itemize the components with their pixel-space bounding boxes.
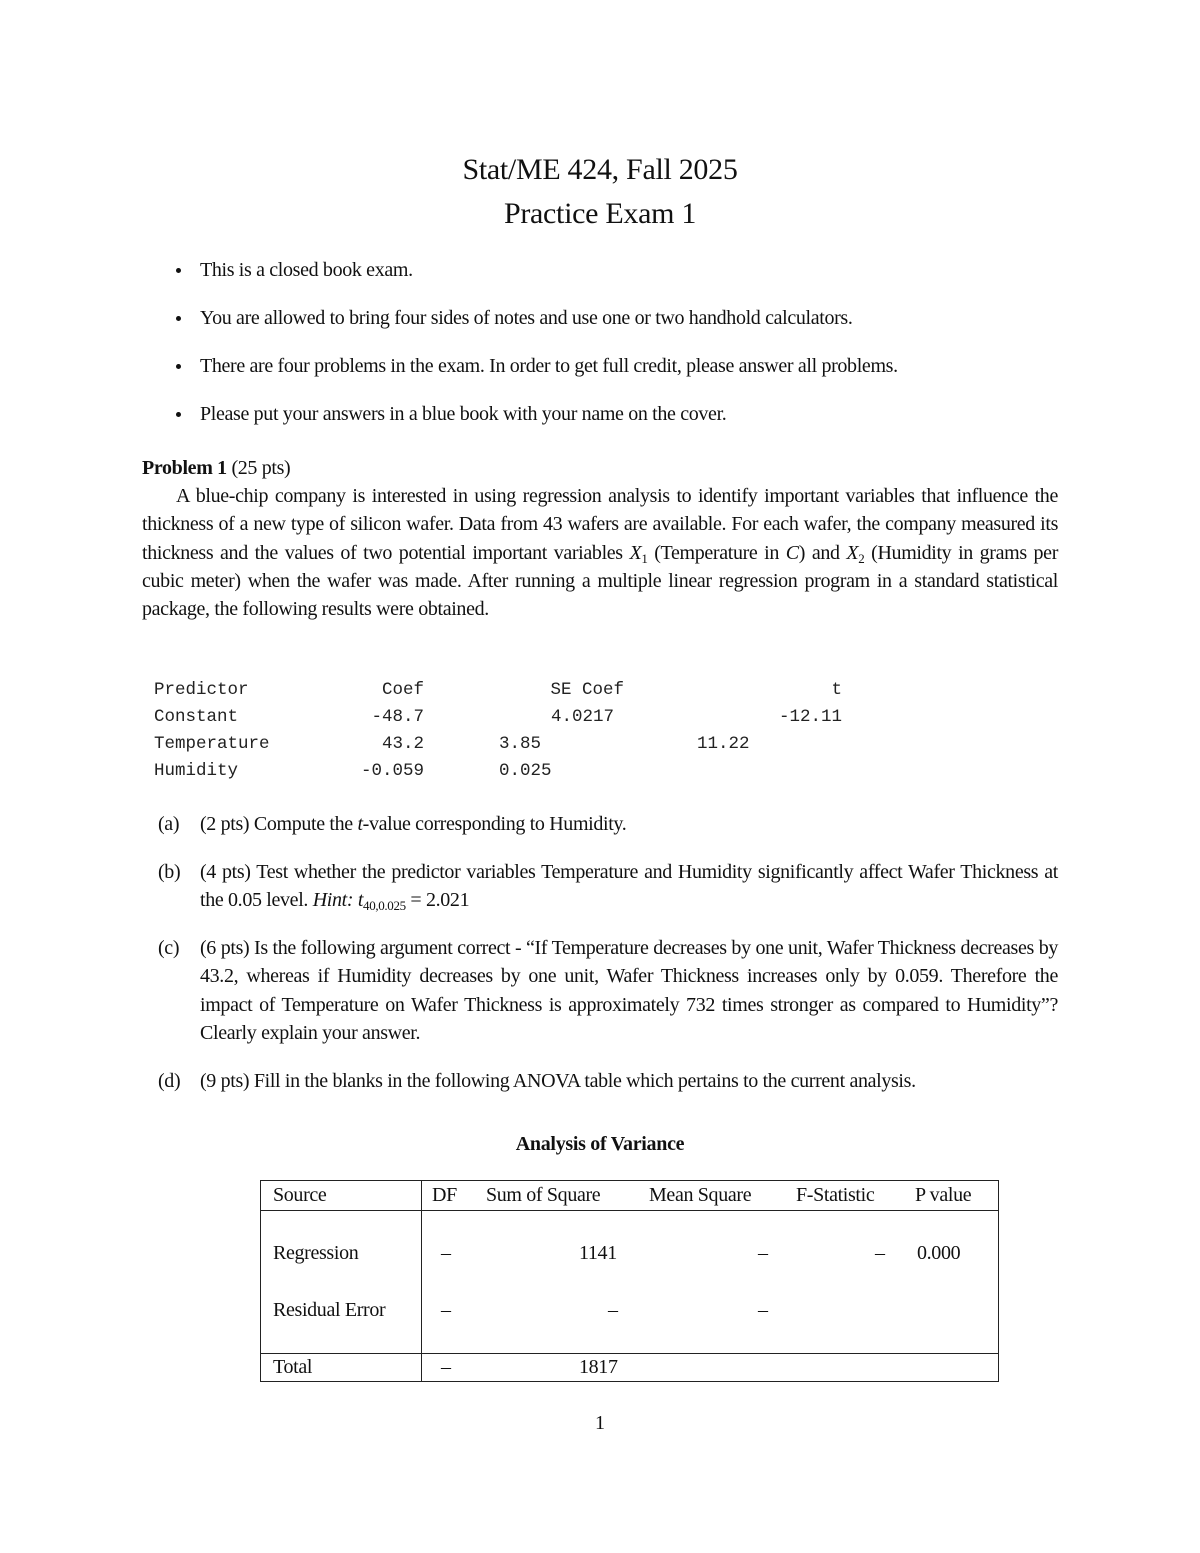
anova-regression-source: Regression <box>273 1242 359 1264</box>
table-header-row <box>154 677 842 704</box>
instructions-list <box>176 256 1076 448</box>
anova-residual-ms: – <box>758 1299 768 1321</box>
header-coef: Coef <box>381 680 424 700</box>
part-b: (b) (4 pts) Test whether the predictor variables Temperature and Humidity significantly affect Wafer Thickness at the 0.05 level. Hint: $t_{40,0.025} = 2.021$ <box>158 858 1058 934</box>
bullet-icon <box>176 316 181 321</box>
anova-regression-ss: 1141 <box>579 1242 617 1264</box>
anova-regression-ms: – <box>758 1242 768 1264</box>
regression-output-table <box>154 677 842 785</box>
part-label: (b) <box>158 861 181 883</box>
bullet-icon <box>176 364 181 369</box>
header-se-coef: SE Coef <box>550 680 624 700</box>
part-label: (a) <box>158 813 180 835</box>
anova-regression-p: 0.000 <box>917 1242 961 1264</box>
problem-label: Problem 1 <box>142 457 227 479</box>
anova-total-df: – <box>441 1356 451 1378</box>
header-predictor: Predictor <box>154 680 249 700</box>
problem-1-heading <box>142 454 290 482</box>
table-row: Constant -48.7 4.0217 -12.11 <box>154 707 842 727</box>
anova-table <box>260 1180 999 1382</box>
anova-regression-f: – <box>875 1242 885 1264</box>
anova-header-source: Source <box>273 1184 327 1206</box>
header-divider <box>261 1210 998 1211</box>
instruction-item: There are four problems in the exam. In order to get full credit, please answer all problems. <box>176 352 1076 400</box>
part-a: (a) (2 pts) Compute the t-value corresponding to Humidity. <box>158 810 1058 858</box>
anova-residual-ss: – <box>608 1299 618 1321</box>
anova-regression-df: – <box>441 1242 451 1264</box>
column-divider <box>421 1181 422 1381</box>
anova-total-source: Total <box>273 1356 313 1378</box>
table-row: Humidity -0.059 0.025 <box>154 761 552 781</box>
anova-residual-df: – <box>441 1299 451 1321</box>
anova-header-ms: Mean Square <box>649 1184 752 1206</box>
instruction-item: Please put your answers in a blue book with your name on the cover. <box>176 400 1076 448</box>
part-d: (d) (9 pts) Fill in the blanks in the following ANOVA table which pertains to the current analysis. <box>158 1067 1058 1095</box>
course-title: Stat/ME 424, Fall 2025 <box>462 153 738 186</box>
problem-points: (25 pts) <box>231 457 291 479</box>
part-c: (c) (6 pts) Is the following argument correct - “If Temperature decreases by one unit, Wafer Thickness decreases by 43.2, whereas if Humidity decreases by one unit, Wafer Thickness increases only by 0.059. Therefore the impact of Temperature on Wafer Thickness is approximately 732 times stronger as compared to Humidity”? Clearly explain your answer. <box>158 934 1058 1067</box>
problem-1-description: A blue-chip company is interested in using regression analysis to identify important variables that influence the thickness of a new type of silicon wafer. Data from 43 wafers are available. For each wafer, the company measured its thickness and the values of two potential important variables $X_1$ (Temperature in C) and $X_2$ (Humidity in grams per cubic meter) when the wafer was made. After running a multiple linear regression program in a standard statistical package, the following results were obtained. <box>142 485 1058 621</box>
hint-label: Hint: <box>312 889 354 912</box>
anova-header-df: DF <box>432 1184 457 1206</box>
exam-title: Practice Exam 1 <box>503 197 697 230</box>
anova-residual-source: Residual Error <box>273 1299 386 1321</box>
instruction-item: This is a closed book exam. <box>176 256 1076 304</box>
part-label: (c) <box>158 937 180 959</box>
page-number: 1 <box>595 1412 605 1434</box>
bullet-icon <box>176 268 181 273</box>
table-row: Temperature 43.2 3.85 11.22 <box>154 734 750 754</box>
header-t: t <box>831 680 842 700</box>
total-divider <box>261 1353 998 1354</box>
anova-header-f: F-Statistic <box>796 1184 875 1206</box>
anova-header-ss: Sum of Square <box>486 1184 601 1206</box>
anova-header-p: P value <box>915 1184 972 1206</box>
anova-total-ss: 1817 <box>579 1356 618 1378</box>
instruction-item: You are allowed to bring four sides of notes and use one or two handhold calculators. <box>176 304 1076 352</box>
anova-title: Analysis of Variance <box>515 1133 685 1155</box>
problem-1-parts <box>158 810 1058 1095</box>
part-label: (d) <box>158 1070 181 1092</box>
bullet-icon <box>176 412 181 417</box>
